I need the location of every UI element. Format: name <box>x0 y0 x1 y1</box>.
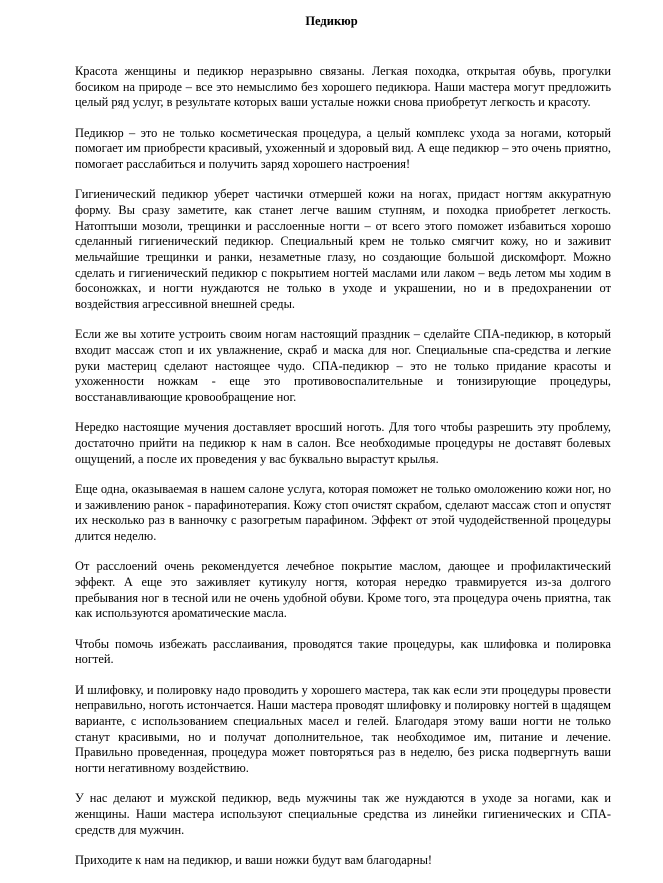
paragraph-9: И шлифовку, и полировку надо проводить у хорошего мастера, так как если эти процедуры провести неправильно, ноготь истончается. Наши мастера проводят шлифовку и полировку ногтей в щадящем варианте, с использованием специальных масел и гелей. Благодаря этому ваши ногти не только станут красивыми, но и получат дополнительное, так необходимое им, питание и лечение. Правильно проведенная, процедура может повторяться раз в неделю, без риска подвергнуть ваши ногти негативному воздействию. <box>75 682 611 776</box>
paragraph-11: Приходите к нам на педикюр, и ваши ножки будут вам благодарны! <box>75 852 433 867</box>
paragraph-8: Чтобы помочь избежать расслаивания, проводятся такие процедуры, как шлифовка и полировка ногтей. <box>75 636 611 667</box>
paragraph-4: Если же вы хотите устроить своим ногам настоящий праздник – сделайте СПА-педикюр, в который входит массаж стоп и их увлажнение, скраб и маска для ног. Специальные спа-средства и легкие руки мастериц сделают настоящее чудо. СПА-педикюр – это не только придание красоты и ухоженности ножкам - еще это противовоспалительные и тонизирующие процедуры, восстанавливающие кровообращение ног. <box>75 327 611 405</box>
paragraph-10: У нас делают и мужской педикюр, ведь мужчины так же нуждаются в уходе за ногами, как и женщины. Наши мастера используют специальные средства из линейки гигиенических и СПА-средств для мужчин. <box>75 791 611 837</box>
paragraph-5: Нередко настоящие мучения доставляет вросший ноготь. Для того чтобы разрешить эту проблему, достаточно прийти на педикюр к нам в салон. Все необходимые процедуры не доставят болевых ощущений, а после их проведения у вас буквально вырастут крылья. <box>75 420 611 466</box>
paragraph-1: Красота женщины и педикюр неразрывно связаны. Легкая походка, открытая обувь, прогулки босиком на природе – все это немыслимо без хорошего педикюра. Наши мастера могут предложить целый ряд услуг, в результате которых ваши усталые ножки снова приобретут легкость и красоту. <box>75 64 611 110</box>
paragraph-7: От расслоений очень рекомендуется лечебное покрытие маслом, дающее и профилактический эффект. А еще это заживляет кутикулу ногтя, которая нередко травмируется из-за долгого пребывания ног в тесной или не очень удобной обуви. Кроме того, эта процедура очень приятна, так как используются ароматические масла. <box>75 559 611 621</box>
paragraph-3: Гигиенический педикюр уберет частички отмершей кожи на ногах, придаст ногтям аккуратную форму. Вы сразу заметите, как станет легче вашим ступням, и походка приобретет легкость. Натоптыши мозоли, трещинки и расслоенные ногти – от всего этого поможет избавиться хорошо сделанный гигиенический педикюр. Специальный крем не только смягчит кожу, но и заживит мельчайшие трещинки и ранки, незаметные глазу, но создающие большой дискомфорт. Можно сделать и гигиенический педикюр с покрытием ногтей маслами или лаком – ведь летом мы ходим в босоножках, и ногти нуждаются не только в уходе и украшении, но и в предохранении от воздействия агрессивной внешней среды. <box>75 187 611 312</box>
document-title: Педикюр <box>305 14 358 28</box>
paragraph-6: Еще одна, оказываемая в нашем салоне услуга, которая поможет не только омоложению кожи ног, но и заживлению ранок - парафинотерапия. Кожу стоп очистят скрабом, сделают массаж стоп и опустят их несколько раз в ванночку с разогретым парафином. Эффект от этой чудодейственной процедуры длится неделю. <box>75 481 611 544</box>
document-body <box>75 64 611 883</box>
paragraph-2: Педикюр – это не только косметическая процедура, а целый комплекс ухода за ногами, который помогает им приобрести красивый, ухоженный и здоровый вид. А еще педикюр – это очень приятно, помогает расслабиться и получить заряд хорошего настроения! <box>75 125 611 172</box>
